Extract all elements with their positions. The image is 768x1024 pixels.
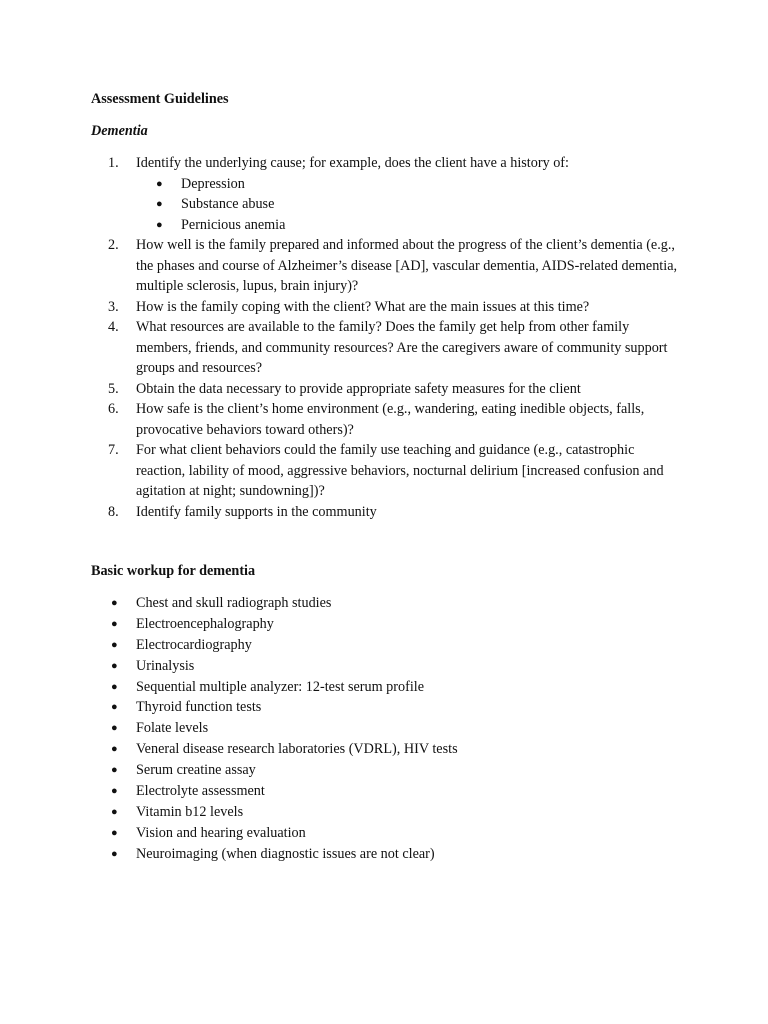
- workup-item-text: Electrocardiography: [136, 636, 252, 653]
- workup-item: [0, 760, 768, 781]
- workup-item-text: Electroencephalography: [136, 615, 274, 632]
- item-number: 2.: [108, 237, 119, 253]
- item-text: How is the family coping with the client? What are the main issues at this time?: [136, 298, 590, 315]
- list-item: [0, 440, 768, 502]
- list-item: [0, 153, 768, 235]
- bullet-icon: ●: [111, 638, 118, 651]
- workup-item: [0, 593, 768, 614]
- bullet-icon: ●: [111, 701, 118, 714]
- list-item: [0, 399, 768, 440]
- item-text: What resources are available to the family? Does the family get help from other family members, friends, and community resources? Are the caregivers aware of community support groups and resources?: [136, 319, 668, 376]
- bullet-icon: ●: [111, 659, 118, 672]
- page-title: Assessment Guidelines: [91, 91, 229, 107]
- workup-item: [0, 635, 768, 656]
- workup-item: [0, 802, 768, 823]
- workup-item-text: Thyroid function tests: [136, 699, 262, 716]
- item-number: 7.: [108, 442, 119, 458]
- bullet-icon: ●: [111, 680, 118, 693]
- bullet-icon: ●: [111, 722, 118, 735]
- list-item: [0, 297, 768, 318]
- workup-bullet-list: [0, 593, 768, 865]
- bullet-icon: ●: [111, 743, 118, 756]
- item-text: How safe is the client’s home environment (e.g., wandering, eating inedible objects, falls, provocative behaviors toward others)?: [136, 401, 645, 438]
- workup-item: [0, 697, 768, 718]
- sublist-item-text: Pernicious anemia: [181, 216, 286, 233]
- workup-item-text: Electrolyte assessment: [136, 783, 265, 800]
- workup-item: [0, 781, 768, 802]
- list-item: [0, 502, 768, 523]
- workup-item-text: Sequential multiple analyzer: 12-test serum profile: [136, 678, 424, 695]
- item-text: How well is the family prepared and informed about the progress of the client’s dementia (e.g., the phases and course of Alzheimer’s disease [AD], vascular dementia, AIDS-related dementia, multiple sclerosis, lupus, brain injury)?: [136, 237, 678, 294]
- workup-item: [0, 844, 768, 865]
- bullet-icon: ●: [156, 218, 163, 231]
- workup-heading: Basic workup for dementia: [91, 563, 256, 579]
- workup-item-text: Serum creatine assay: [136, 762, 256, 779]
- workup-item-text: Vitamin b12 levels: [136, 803, 244, 820]
- workup-item: [0, 739, 768, 760]
- workup-item: [0, 823, 768, 844]
- bullet-icon: ●: [111, 764, 118, 777]
- sublist-item: [136, 215, 682, 236]
- workup-item-text: Chest and skull radiograph studies: [136, 595, 332, 611]
- item-number: 5.: [108, 380, 119, 397]
- sublist-item-text: Substance abuse: [181, 196, 275, 212]
- bullet-icon: ●: [111, 785, 118, 798]
- history-sublist: [136, 174, 682, 236]
- workup-item-text: Folate levels: [136, 720, 209, 737]
- workup-item: [0, 677, 768, 698]
- bullet-icon: ●: [111, 805, 118, 818]
- bullet-icon: ●: [111, 597, 118, 609]
- workup-item-text: Urinalysis: [136, 657, 195, 674]
- bullet-icon: ●: [156, 177, 163, 190]
- item-number: 3.: [108, 298, 119, 315]
- sublist-item: [136, 174, 682, 195]
- item-text: For what client behaviors could the family use teaching and guidance (e.g., catastrophic reaction, lability of mood, aggressive behaviors, nocturnal delirium [increased confusion and agitation at night; sundowning])?: [136, 442, 664, 499]
- list-item: [0, 317, 768, 379]
- item-text: Identify the underlying cause; for example, does the client have a history of:: [136, 155, 569, 171]
- assessment-numbered-list: [0, 153, 768, 522]
- workup-item: [0, 718, 768, 739]
- item-number: 8.: [108, 503, 119, 520]
- workup-item-text: Vision and hearing evaluation: [136, 824, 306, 841]
- sublist-item: [136, 194, 682, 215]
- bullet-icon: ●: [156, 198, 163, 210]
- workup-item: [0, 656, 768, 677]
- item-text: Identify family supports in the community: [136, 503, 377, 520]
- workup-item-text: Neuroimaging (when diagnostic issues are not clear): [136, 845, 435, 862]
- item-number: 1.: [108, 155, 119, 171]
- workup-item: [0, 614, 768, 635]
- item-text: Obtain the data necessary to provide appropriate safety measures for the client: [136, 380, 581, 397]
- list-item: [0, 379, 768, 400]
- sublist-item-text: Depression: [181, 175, 245, 192]
- bullet-icon: ●: [111, 847, 118, 860]
- workup-item-text: Veneral disease research laboratories (VDRL), HIV tests: [136, 741, 458, 758]
- bullet-icon: ●: [111, 826, 118, 839]
- bullet-icon: ●: [111, 617, 118, 630]
- item-number: 6.: [108, 401, 119, 417]
- item-number: 4.: [108, 319, 119, 335]
- section-heading-dementia: Dementia: [91, 123, 148, 139]
- list-item: [0, 235, 768, 297]
